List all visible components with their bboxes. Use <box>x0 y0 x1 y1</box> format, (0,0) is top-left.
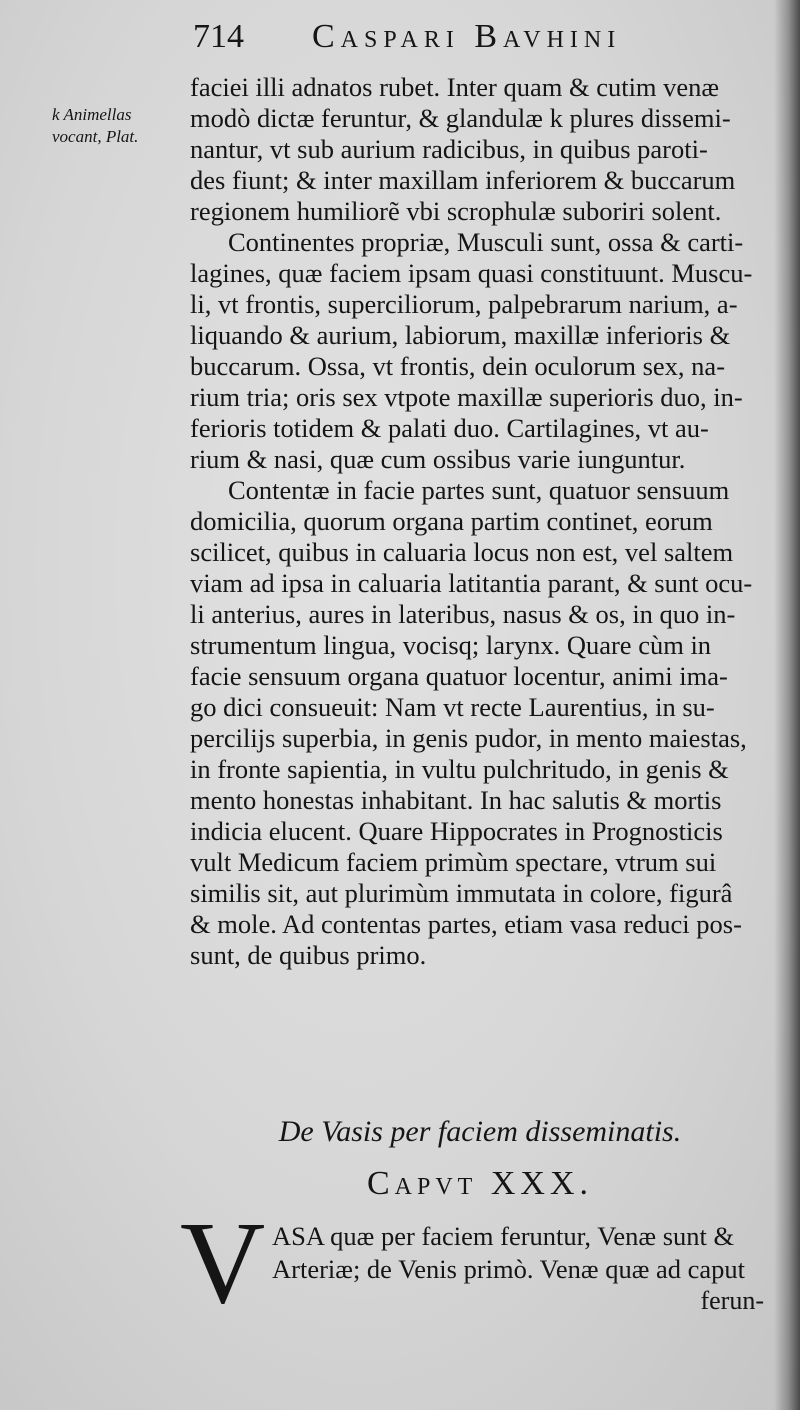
text-line: rium tria; oris sex vtpote maxillæ superioris duo, in- <box>190 382 743 412</box>
text-line: regionem humiliorẽ vbi scrophulæ suboriri solent. <box>190 196 722 226</box>
margin-note <box>52 104 192 148</box>
drop-cap: V <box>180 1197 266 1328</box>
running-header <box>193 18 763 68</box>
text-line: lagines, quæ faciem ipsam quasi constituunt. Muscu- <box>190 258 753 288</box>
catchword: ferun- <box>700 1286 764 1315</box>
margin-note-line: vocant, Plat. <box>52 127 139 146</box>
text-line: domicilia, quorum organa partim continet, eorum <box>190 506 713 536</box>
page-number: 714 <box>193 18 244 55</box>
text-line: go dici consueuit: Nam vt recte Laurentius, in su- <box>190 692 715 722</box>
text-line: rium & nasi, quæ cum ossibus varie iunguntur. <box>190 444 686 474</box>
text-line: & mole. Ad contentas partes, etiam vasa reduci pos- <box>190 909 742 939</box>
running-title: Caspari Bavhini <box>312 18 622 55</box>
text-line: faciei illi adnatos rubet. Inter quam & cutim venæ <box>190 72 720 102</box>
body-text <box>190 72 770 971</box>
chapter-heading <box>190 1112 770 1208</box>
text-line: modò dictæ feruntur, & glandulæ k plures dissemi- <box>190 103 731 133</box>
text-line: indicia elucent. Quare Hippocrates in Prognosticis <box>190 816 723 846</box>
text-line: nantur, vt sub aurium radicibus, in quibus paroti- <box>190 134 708 164</box>
text-line: Continentes propriæ, Musculi sunt, ossa & carti- <box>228 227 744 257</box>
text-line: percilijs superbia, in genis pudor, in mento maiestas, <box>190 723 747 753</box>
text-line: mento honestas inhabitant. In hac salutis & mortis <box>190 785 722 815</box>
section-title: De Vasis per faciem disseminatis. <box>278 1115 682 1148</box>
text-line: Arteriæ; de Venis primò. Venæ quæ ad caput <box>272 1254 746 1284</box>
text-line: in fronte sapientia, in vultu pulchritudo, in genis & <box>190 754 729 784</box>
text-line: similis sit, aut plurimùm immutata in colore, figurâ <box>190 878 733 908</box>
text-line: liquando & aurium, labiorum, maxillæ inferioris & <box>190 320 731 350</box>
text-line: ASA quæ per faciem feruntur, Venæ sunt & <box>272 1221 735 1251</box>
text-line: sunt, de quibus primo. <box>190 940 427 970</box>
text-line: li, vt frontis, superciliorum, palpebrarum narium, a- <box>190 289 738 319</box>
text-line: scilicet, quibus in caluaria locus non est, vel saltem <box>190 537 734 567</box>
page-gutter-shadow <box>774 0 800 1410</box>
text-line: li anterius, aures in lateribus, nasus & os, in quo in- <box>190 599 736 629</box>
text-line: viam ad ipsa in caluaria latitantia parant, & sunt ocu- <box>190 568 753 598</box>
text-line: vult Medicum faciem primùm spectare, vtrum sui <box>190 847 717 877</box>
chapter-number: Capvt XXX. <box>366 1165 593 1202</box>
text-line: buccarum. Ossa, vt frontis, dein oculorum sex, na- <box>190 351 726 381</box>
margin-note-line: k Animellas <box>52 105 132 124</box>
text-line: Contentæ in facie partes sunt, quatuor sensuum <box>228 475 730 505</box>
text-line: des fiunt; & inter maxillam inferiorem & buccarum <box>190 165 736 195</box>
text-line: facie sensuum organa quatuor locentur, animi ima- <box>190 661 728 691</box>
text-line: strumentum lingua, vocisq; larynx. Quare cùm in <box>190 630 712 660</box>
text-line: ferioris totidem & palati duo. Cartilagines, vt au- <box>190 413 709 443</box>
chapter-opening-text <box>272 1220 772 1286</box>
